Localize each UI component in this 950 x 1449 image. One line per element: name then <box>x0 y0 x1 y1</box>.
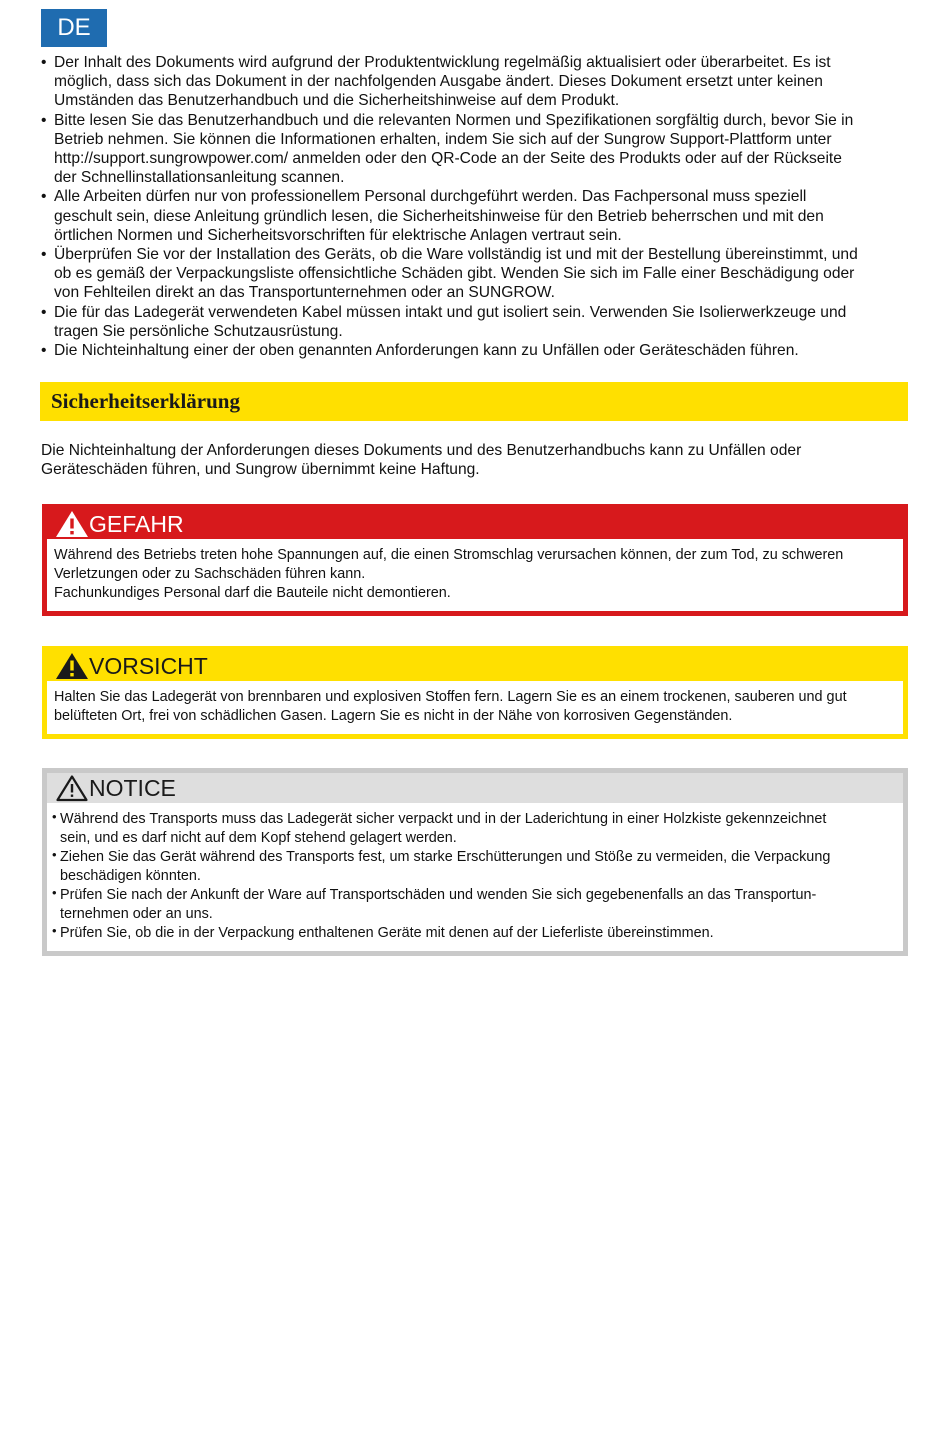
notice-text <box>47 803 903 951</box>
list-item: • Ziehen Sie das Gerät während des Transports fest, um starke Erschütterungen und Stöße zu vermeiden, die Verpackung beschädigen könnten. <box>52 847 831 884</box>
danger-box <box>42 504 908 616</box>
list-item: • Prüfen Sie, ob die in der Verpackung enthaltenen Geräte mit denen auf der Lieferliste übereinstimmen. <box>52 923 714 941</box>
list-item: • Die Nichteinhaltung einer der oben genannten Anforderungen kann zu Unfällen oder Geräteschäden führen. <box>41 342 799 360</box>
notice-title: NOTICE <box>89 775 176 801</box>
language-badge: DE <box>41 9 107 47</box>
danger-header <box>47 509 903 539</box>
list-item: • Alle Arbeiten dürfen nur von professionellem Personal durchgeführt werden. Das Fachpersonal muss speziell geschult sein, diese Anleitung gründlich lesen, die Sicherheitshinweise für den Betrieb beherrschen und mit den örtlichen Normen und Sicherheitsvorschriften für elektrische Anlagen vertraut sein. <box>41 188 824 244</box>
danger-text: Während des Betriebs treten hohe Spannungen auf, die einen Stromschlag verursachen können, der zum Tod, zu schweren Verletzungen oder zu Sachschäden führen kann. Fachunkundiges Personal darf die Bauteile nicht demontieren. <box>47 539 903 611</box>
warning-triangle-icon <box>55 652 89 680</box>
list-item: • Die für das Ladegerät verwendeten Kabel müssen intakt und gut isoliert sein. Verwenden Sie Isolierwerkzeuge und tragen Sie persönliche Schutzausrüstung. <box>41 303 847 340</box>
caution-box <box>42 646 908 739</box>
notice-header <box>47 773 903 803</box>
section-intro: Die Nichteinhaltung der Anforderungen dieses Dokuments und des Benutzerhandbuchs kann zu Unfällen oder Geräteschäden führen, und Sungrow übernimmt keine Haftung. <box>41 442 802 479</box>
list-item: • Bitte lesen Sie das Benutzerhandbuch und die relevanten Normen und Spezifikationen sorgfältig durch, bevor Sie in Betrieb nehmen. Sie können die Informationen erhalten, indem Sie sich auf der Sungrow Support-Plattform unter http://support.sungrowpower.com/ anmelden oder den QR-Code an der Seite des Produkts oder auf der Rückseite der Schnellinstallationsanleitung scannen. <box>41 111 854 187</box>
intro-bullet-list <box>40 53 910 360</box>
caution-header <box>47 651 903 681</box>
warning-outline-icon <box>55 774 89 802</box>
caution-title: VORSICHT <box>89 653 208 679</box>
section-heading-bar <box>40 382 908 421</box>
list-item: • Überprüfen Sie vor der Installation des Geräts, ob die Ware vollständig ist und mit der Bestellung übereinstimmt, und ob es gemäß der Verpackungsliste offensichtliche Schäden gibt. Wenden Sie sich im Falle einer Beschädigung oder von Fehlteilen direkt an das Transportunternehmen oder an SUNGROW. <box>41 246 858 302</box>
list-item: • Während des Transports muss das Ladegerät sicher verpackt und in der Laderichtung in einer Holzkiste gekennzeichnet sein, und es darf nicht auf dem Kopf stehend gelagert werden. <box>52 809 827 846</box>
warning-triangle-icon <box>55 510 89 538</box>
section-title: Sicherheitserklärung <box>51 389 240 413</box>
notice-box <box>42 768 908 956</box>
list-item: • Prüfen Sie nach der Ankunft der Ware auf Transportschäden und wenden Sie sich gegebenenfalls an das Transportun- ternehmen oder an uns. <box>52 885 817 922</box>
list-item: • Der Inhalt des Dokuments wird aufgrund der Produktentwicklung regelmäßig aktualisiert oder überarbeitet. Es ist möglich, dass sich das Dokument in der nachfolgenden Ausgabe ändert. Dieses Dokument ersetzt unter keinen Umständen das Benutzerhandbuch und die Sicherheitshinweise auf dem Produkt. <box>41 54 831 110</box>
caution-text: Halten Sie das Ladegerät von brennbaren und explosiven Stoffen fern. Lagern Sie es an einem trockenen, sauberen und gut belüfteten Ort, frei von schädlichen Gasen. Lagern Sie es nicht in der Nähe von korrosiven Gegenständen. <box>47 681 903 734</box>
danger-title: GEFAHR <box>89 511 184 537</box>
